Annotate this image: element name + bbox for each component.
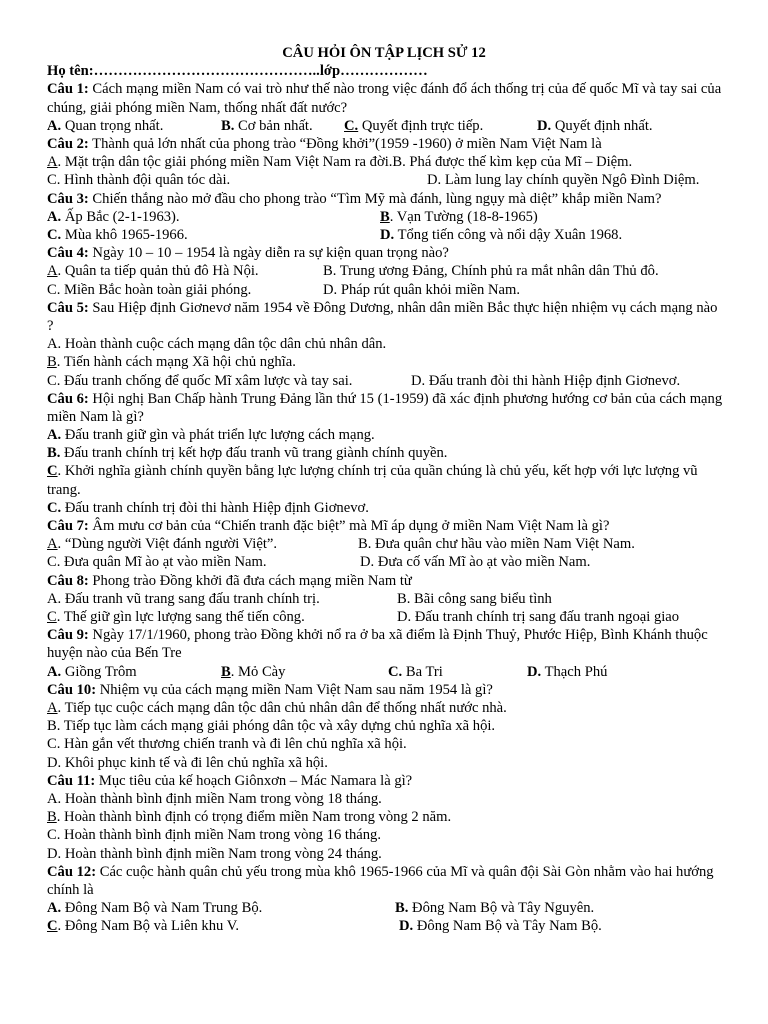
question-text: Mục tiêu của kế hoạch Giônxơn – Mác Namara là gì? [95, 772, 413, 789]
answer-d: C. Đấu tranh chính trị đòi thi hành Hiệp định Giơnevơ. [47, 499, 369, 516]
answer-c: C. Hàn gắn vết thương chiến tranh và đi lên chủ nghĩa xã hội. [47, 736, 407, 753]
answer-c: C. Miền Bắc hoàn toàn giải phóng. [47, 281, 252, 298]
answer-b: B. Hoàn thành bình định có trọng điểm miền Nam trong vòng 2 năm. [47, 809, 452, 826]
question-number: Câu 8: [47, 572, 89, 589]
exam-sheet [47, 44, 727, 936]
answer-b: B. Bãi công sang biểu tình [397, 590, 552, 607]
question-number: Câu 6: [47, 390, 89, 407]
answer-c: C. Mùa khô 1965-1966. [47, 226, 188, 243]
question-text: Âm mưu cơ bản của “Chiến tranh đặc biệt” mà Mĩ áp dụng ở miền Nam Việt Nam là gì? [88, 518, 610, 535]
question-text: Thành quả lớn nhất của phong trào “Đồng khởi”(1959 -1960) ở miền Nam Việt Nam là [88, 135, 602, 152]
answer-c: C. Thế giữ gìn lực lượng sang thế tiến công. [47, 609, 305, 626]
question-number: Câu 5: [47, 299, 89, 316]
answer-row [47, 262, 727, 280]
answer-c: C. Ba Tri [388, 663, 443, 680]
page-title: CÂU HỎI ÔN TẬP LỊCH SỬ 12 [282, 45, 486, 61]
answer-row [47, 226, 727, 244]
question-number: Câu 12: [47, 863, 97, 880]
answer-d: D. Đấu tranh đòi thi hành Hiệp định Giơnevơ. [411, 372, 681, 389]
answer-a: . Mặt trận dân tộc giải phóng miền Nam Việt Nam ra đời.B. Phá được thế kìm kẹp của Mĩ – Diệm. [57, 154, 633, 171]
answer-d: D. Đưa cố vấn Mĩ ào ạt vào miền Nam. [360, 554, 591, 571]
answer-c: C. Đấu tranh chống để quốc Mĩ xâm lược và tay sai. [47, 372, 353, 389]
answer-d: D. Tổng tiến công và nổi dậy Xuân 1968. [380, 226, 623, 243]
answer-d: D. Đấu tranh chính trị sang đấu tranh ngoại giao [397, 609, 680, 626]
question-1 [47, 80, 727, 116]
answer-row [47, 608, 727, 626]
answer-b: B. Đưa quân chư hầu vào miền Nam Việt Nam. [358, 536, 635, 553]
answer-c: C. Đông Nam Bộ và Liên khu V. [47, 918, 240, 935]
question-text: Các cuộc hành quân chủ yếu trong mùa khô 1965-1966 của Mĩ và quân đội Sài Gòn nhằm vào hai hướng chính là [47, 863, 714, 898]
class-label: ..lớp [312, 63, 341, 80]
answer-b: B. Đông Nam Bộ và Tây Nguyên. [395, 900, 595, 917]
answer-b: B. Tiếp tục làm cách mạng giải phóng dân tộc và xây dựng chủ nghĩa xã hội. [47, 718, 496, 735]
answer-d: D. Làm lung lay chính quyền Ngô Đình Diệm. [427, 172, 700, 189]
answer-a: A. Đấu tranh giữ gìn và phát triển lực lượng cách mạng. [47, 427, 375, 444]
answer-d: D. Pháp rút quân khỏi miền Nam. [323, 281, 520, 298]
answer-b: . Tiến hành cách mạng Xã hội chủ nghĩa. [56, 354, 296, 371]
answer-row [47, 590, 727, 608]
question-3 [47, 190, 727, 208]
answer-c: C. Hình thành đội quân tóc dài. [47, 172, 231, 189]
question-text: Ngày 17/1/1960, phong trào Đồng khởi nổ ra ở ba xã điểm là Định Thuỷ, Phước Hiệp, Bình Khánh thuộc huyện nào của Bến Tre [47, 627, 708, 662]
question-text: Cách mạng miền Nam có vai trò như thế nào trong việc đánh đổ ách thống trị của đế quốc Mĩ và tay sai của chúng, giải phóng miền Nam, thống nhất đất nước? [47, 81, 722, 116]
answer-b-row [47, 353, 727, 371]
name-label: Họ tên: [47, 63, 94, 80]
answer-a: A. Hoàn thành cuộc cách mạng dân tộc dân chủ nhân dân. [47, 336, 387, 353]
answer-b: B. Mỏ Cày [221, 663, 286, 680]
answer-a: A. Tiếp tục cuộc cách mạng dân tộc dân chủ nhân dân để thống nhất nước nhà. [47, 700, 507, 717]
question-6 [47, 390, 727, 426]
class-blank: ……………… [340, 63, 428, 80]
answer-b: B. Vạn Tường (18-8-1965) [380, 208, 538, 225]
answer-row [47, 171, 727, 189]
question-number: Câu 9: [47, 627, 89, 644]
answer-c: C. Hoàn thành bình định miền Nam trong vòng 16 tháng. [47, 827, 381, 844]
answer-c: C. Đưa quân Mĩ ào ạt vào miền Nam. [47, 554, 267, 571]
answer-d: D. Thạch Phú [527, 663, 608, 680]
answer-b: B. Đấu tranh chính trị kết hợp đấu tranh vũ trang giành chính quyền. [47, 445, 448, 462]
question-8 [47, 572, 727, 590]
answer-d: D. Đông Nam Bộ và Tây Nam Bộ. [399, 918, 602, 935]
name-blank: ……………………………………… [93, 63, 313, 80]
answer-a: A. Đông Nam Bộ và Nam Trung Bộ. [47, 900, 263, 917]
answer-c: C. Khởi nghĩa giành chính quyền bằng lực lượng chính trị của quần chúng là chủ yếu, kết hợp với lực lượng vũ trang. [47, 463, 698, 498]
answer-row [47, 208, 727, 226]
question-12 [47, 863, 727, 899]
answer-d: D. Hoàn thành bình định miền Nam trong vòng 24 tháng. [47, 845, 382, 862]
answer-a: A. “Dùng người Việt đánh người Việt”. [47, 536, 278, 553]
question-text: Nhiệm vụ của cách mạng miền Nam Việt Nam sau năm 1954 là gì? [96, 681, 493, 698]
answer-a-letter: A [47, 154, 58, 171]
question-text: Sau Hiệp định Giơnevơ năm 1954 về Đông Dương, nhân dân miền Bắc thực hiện nhiệm vụ cách mạng nào ? [47, 299, 718, 334]
answer-a: A. Giồng Trôm [47, 663, 137, 680]
answer-a: A. Đấu tranh vũ trang sang đấu tranh chính trị. [47, 590, 320, 607]
question-9 [47, 626, 727, 662]
question-11 [47, 772, 727, 790]
answer-row [47, 281, 727, 299]
answer-b: B. Cơ bản nhất. [221, 117, 313, 134]
question-number: Câu 2: [47, 135, 89, 152]
question-number: Câu 1: [47, 81, 89, 98]
answer-row [47, 917, 727, 935]
question-number: Câu 4: [47, 245, 89, 262]
student-info-line [47, 62, 727, 80]
question-2 [47, 135, 727, 153]
question-number: Câu 7: [47, 518, 89, 535]
question-text: Ngày 10 – 10 – 1954 là ngày diễn ra sự kiện quan trọng nào? [88, 245, 449, 262]
answer-c: C. Quyết định trực tiếp. [344, 117, 484, 134]
answer-d: D. Quyết định nhất. [537, 117, 653, 134]
question-number: Câu 3: [47, 190, 89, 207]
question-7 [47, 517, 727, 535]
answer-row [47, 153, 727, 171]
answer-row [47, 117, 727, 135]
question-10 [47, 681, 727, 699]
answer-row [47, 663, 727, 681]
answer-a: A. Quân ta tiếp quản thủ đô Hà Nội. [47, 263, 259, 280]
question-number: Câu 11: [47, 772, 96, 789]
answer-b-letter: B [47, 354, 57, 371]
answer-d: D. Khôi phục kinh tế và đi lên chủ nghĩa xã hội. [47, 754, 328, 771]
question-text: Phong trào Đồng khởi đã đưa cách mạng miền Nam từ [88, 572, 412, 589]
question-number: Câu 10: [47, 681, 97, 698]
question-4 [47, 244, 727, 262]
question-text: Hội nghị Ban Chấp hành Trung Đảng lần thứ 15 (1-1959) đã xác định phương hướng cơ bản của cách mạng miền Nam là gì? [47, 390, 723, 425]
answer-a: A. Quan trọng nhất. [47, 117, 164, 134]
answer-a: A. Ấp Bắc (2-1-1963). [47, 208, 180, 225]
answer-b: B. Trung ương Đảng, Chính phủ ra mắt nhân dân Thủ đô. [323, 263, 659, 280]
question-text: Chiến thắng nào mở đầu cho phong trào “Tìm Mỹ mà đánh, lùng ngụy mà diệt” khắp miền Nam? [88, 190, 662, 207]
answer-row [47, 899, 727, 917]
answer-row [47, 535, 727, 553]
answer-a: A. Hoàn thành bình định miền Nam trong vòng 18 tháng. [47, 790, 382, 807]
question-5 [47, 299, 727, 335]
answer-row [47, 372, 727, 390]
answer-row [47, 553, 727, 571]
